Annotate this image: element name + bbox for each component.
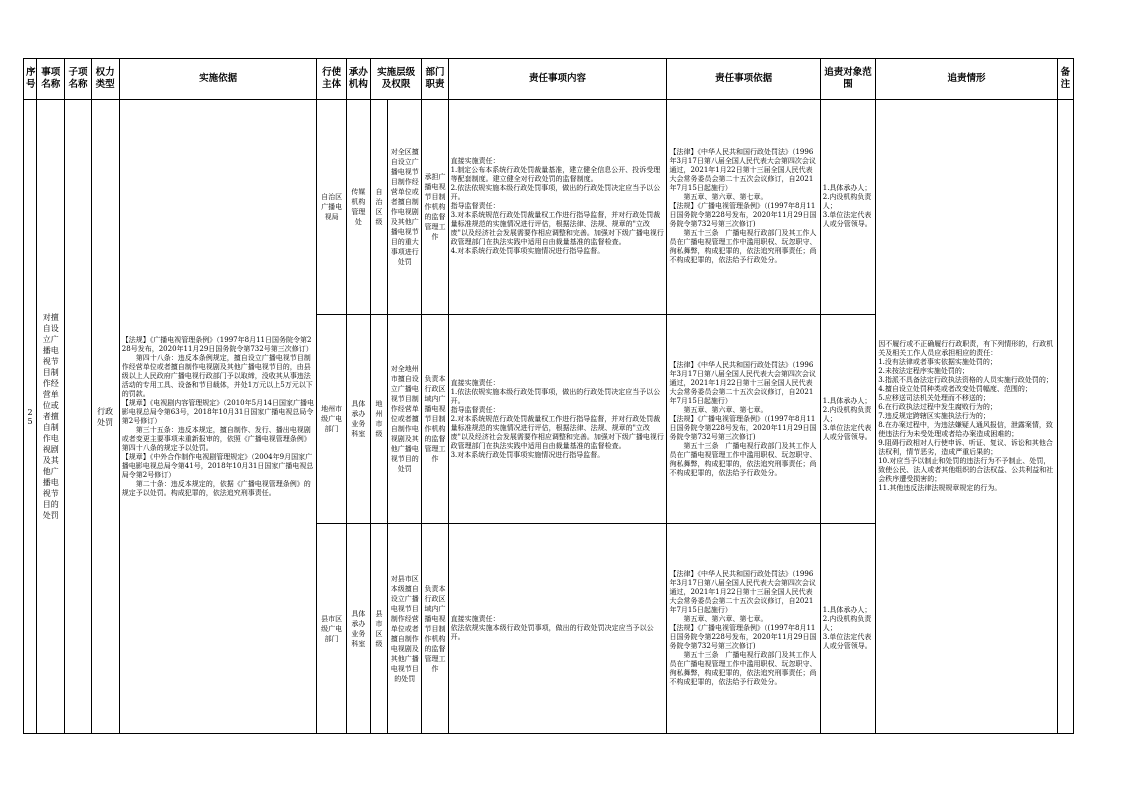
duty-basis-cell: 【法律】《中华人民共和国行政处罚法》（1996年3月17日第八届全国人民代表大会第四次会议通过，2021年1月22日第十三届全国人民代表大会常务委员会第二十五次会议修订，自2021年7月15日起施行） 第五章、第六章、第七章。 【法规】《广播电视管理条例》（(1997年8月11日国务院令第228号发布，2020年11月29日国务院令第732号第三次修订) 第五十三条 广播电视行政部门及其工作人员在广播电视管理工作中滥用职权、玩忽职守、徇私舞弊，构成犯罪的，依法追究刑事责任；尚不构成犯罪的，依法给予行政处分。 <box>667 100 820 315</box>
level-scope-cell: 对县市区本级擅自设立广播电视节目制作经营单位或者擅自制作电视剧及其他广播电视节目的处罚 <box>388 524 422 734</box>
organ-cell: 传媒机构管理处 <box>346 100 370 315</box>
header-situations: 追责情形 <box>876 59 1058 100</box>
level-scope-cell: 对全区擅自设立广播电视节目制作经营单位或者擅自制作电视剧及其他广播电视节目的重大事项进行处罚 <box>388 100 422 315</box>
situations-text: 因不履行或不正确履行行政职责，有下列情形的，行政机关及相关工作人员应承担相应的责任： 1.没有法律或者事实依据实施处罚的； 2.未按法定程序实施处罚的； 3.指派不具备法定行政执法资格的人员实施行政处罚的； 4.擅自设立处罚种类或者改变处罚幅度、范围的； 5.应移送司法机关处理而不移送的； 6.在行政执法过程中发生腐败行为的； 7.违反规定跨辖区实施执法行为的； 8.在办案过程中，为违法嫌疑人通风报信，泄露案情，致使违法行为未受处理或者给办案造成困难的； 9.阻碍行政相对人行使申诉、听证、复议、诉讼和其他合法权利，情节恶劣，造成严重后果的； 10.对应当予以制止和处罚的违法行为不予制止、处罚，致使公民、法人或者其他组织的合法权益、公共利益和社会秩序遭受损害的； 11.其他违反法律法规规章规定的行为。 <box>876 100 1058 734</box>
header-remark: 备注 <box>1057 59 1073 100</box>
duty-cell: 负责本行政区域内广播电视节目制作机构的监督管理工作 <box>422 314 448 524</box>
subject-cell: 自治区广播电视局 <box>317 100 346 315</box>
header-basis: 实施依据 <box>119 59 317 100</box>
target-cell: 1.具体承办人； 2.内设机构负责人； 3.单位法定代表人或分管领导。 <box>820 314 875 524</box>
organ-cell: 具体承办业务科室 <box>346 314 370 524</box>
content-cell: 直接实施责任： 1.制定公布本系统行政处罚裁量基准，建立健全信息公开、投诉受理等配套制度。建立健全对行政处罚的监督制度。 2.依法依规实施本级行政处罚事项，做出的行政处罚决定应当予以公开。 指导监督责任： 3.对本系统规范行政处罚裁量权工作进行指导监督，并对行政处罚裁量标准规范的实施情况进行评估，根据法律、法规、规章的"立改废"以及经济社会发展需要作相应调整和完善。加强对下级广播电视行政管理部门在执法实践中适用自由裁量基准的监督检查。 4.对本系统行政处罚事项实施情况进行指导监督。 <box>448 100 667 315</box>
power-type: 行政处罚 <box>91 100 119 734</box>
responsibility-table <box>23 58 1074 734</box>
header-target: 追责对象范围 <box>820 59 875 100</box>
duty-cell: 承担广播电视节目制作机构的监督管理工作 <box>422 100 448 315</box>
header-item-name: 事项名称 <box>37 59 65 100</box>
header-content: 责任事项内容 <box>448 59 667 100</box>
item-name: 对擅自设立广播电视节目制作经营单位或者擅自制作电视剧及其他广播电视节目的处罚 <box>37 100 65 734</box>
header-level: 实施层级及权限 <box>370 59 421 100</box>
duty-basis-cell: 【法律】《中华人民共和国行政处罚法》（1996年3月17日第八届全国人民代表大会第四次会议通过，2021年1月22日第十三届全国人民代表大会常务委员会第二十五次会议修订，自2021年7月15日起施行） 第五章、第六章、第七章。 【法规】《广播电视管理条例》（(1997年8月11日国务院令第228号发布，2020年11月29日国务院令第732号第三次修订) 第五十三条 广播电视行政部门及其工作人员在广播电视管理工作中滥用职权、玩忽职守、徇私舞弊，构成犯罪的，依法追究刑事责任；尚不构成犯罪的，依法给予行政处分。 <box>667 524 820 734</box>
duty-basis-cell: 【法律】《中华人民共和国行政处罚法》（1996年3月17日第八届全国人民代表大会第四次会议通过，2021年1月22日第十三届全国人民代表大会常务委员会第二十五次会议修订，自2021年7月15日起施行） 第五章、第六章、第七章。 【法规】《广播电视管理条例》（(1997年8月11日国务院令第228号发布，2020年11月29日国务院令第732号第三次修订) 第五十三条 广播电视行政部门及其工作人员在广播电视管理工作中滥用职权、玩忽职守、徇私舞弊，构成犯罪的，依法追究刑事责任；尚不构成犯罪的，依法给予行政处分。 <box>667 314 820 524</box>
remark-cell <box>1057 100 1073 734</box>
header-duty-basis: 责任事项依据 <box>667 59 820 100</box>
header-row <box>24 59 1074 100</box>
level-scope-cell: 对全地州市擅自设立广播电视节目制作经营单位或者擅自制作电视剧及其他广播电视节目的处罚 <box>388 314 422 524</box>
header-sub-item-name: 子项名称 <box>65 59 91 100</box>
level-cell: 县市区级 <box>370 524 387 734</box>
header-duty: 部门职责 <box>422 59 448 100</box>
content-cell: 直接实施责任： 1.依法依规实施本级行政处罚事项，做出的行政处罚决定应当予以公开。 指导监督责任： 2.对本系统规范行政处罚裁量权工作进行指导监督，并对行政处罚裁量标准规范的实施情况进行评估，根据法律、法规、规章的"立改废"以及经济社会发展需要作相应调整和完善。加强对下级广播电视行政管理部门在执法实践中适用自由裁量基准的监督检查。 3.对本系统行政处罚事项实施情况进行指导监督。 <box>448 314 667 524</box>
sub-item-name <box>65 100 91 734</box>
header-organ: 承办机构 <box>346 59 370 100</box>
header-num: 序号 <box>24 59 37 100</box>
target-cell: 1.具体承办人； 2.内设机构负责人； 3.单位法定代表人或分管领导。 <box>820 524 875 734</box>
level-cell: 自治区级 <box>370 100 387 315</box>
organ-cell: 具体承办业务科室 <box>346 524 370 734</box>
level-cell: 地州市级 <box>370 314 387 524</box>
basis-text: 【法规】《广播电视管理条例》（1997年8月11日国务院令第228号发布，2020年11月29日国务院令第732号第三次修订） 第四十八条：违反本条例规定，擅自设立广播电视节目制作经营单位或者擅自制作电视剧及其他广播电视节目的，由县级以上人民政府广播电视行政部门予以取缔，没收其从事违法活动的专用工具、设备和节目载体，并处1万元以上5万元以下的罚款。 【规章】《电视剧内容管理规定》（2010年5月14日国家广播电影电视总局令第63号，2018年10月31日国家广播电视总局令第2号修订） 第三十五条：违反本规定，擅自制作、发行、播出电视剧或者变更主要事项未重新报审的，依照《广播电视管理条例》第四十八条的规定予以处罚。 【规章】《中外合作制作电视剧管理规定》（2004年9月国家广播电影电视总局令第41号，2018年10月31日国家广播电视总局令第2号修订） 第二十条：违反本规定的，依据《广播电视管理条例》的规定予以处罚。构成犯罪的，依法追究刑事责任。 <box>119 100 317 734</box>
content-cell: 直接实施责任： 依法依规实施本级行政处罚事项，做出的行政处罚决定应当予以公开。 <box>448 524 667 734</box>
header-power-type: 权力类型 <box>91 59 119 100</box>
header-subject: 行使主体 <box>317 59 346 100</box>
subject-cell: 县市区级广电部门 <box>317 524 346 734</box>
table-row <box>24 100 1074 315</box>
row-num: 25 <box>24 100 37 734</box>
target-cell: 1.具体承办人； 2.内设机构负责人； 3.单位法定代表人或分管领导。 <box>820 100 875 315</box>
subject-cell: 地州市级广电部门 <box>317 314 346 524</box>
duty-cell: 负责本行政区域内广播电视节目制作机构的监督管理工作 <box>422 524 448 734</box>
